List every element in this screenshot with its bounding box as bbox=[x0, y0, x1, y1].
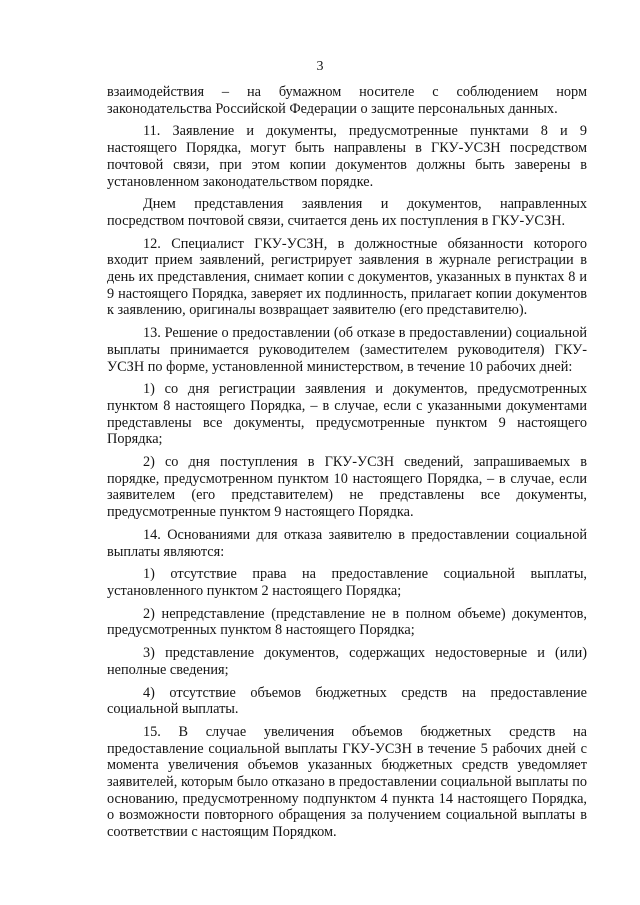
paragraph-14-item-2: 2) непредставление (представление не в полном объеме) документов, предусмотренных пунктом 8 настоящего Порядка; bbox=[107, 605, 587, 639]
paragraph-continuation: взаимодействия – на бумажном носителе с соблюдением норм законодательства Российской Федерации о защите персональных данных. bbox=[107, 84, 587, 117]
paragraph-14-item-3: 3) представление документов, содержащих недостоверные и (или) неполные сведения; bbox=[107, 645, 587, 678]
paragraph-14: 14. Основаниями для отказа заявителю в предоставлении социальной выплаты являются: bbox=[107, 526, 587, 560]
paragraph-13: 13. Решение о предоставлении (об отказе в предоставлении) социальной выплаты принимается руководителем (заместителем руководителя) ГКУ-УСЗН по форме, установленной министерством, в течение 10 рабочих дней: bbox=[107, 325, 587, 375]
document-body bbox=[107, 84, 587, 847]
paragraph-15: 15. В случае увеличения объемов бюджетных средств на предоставление социальной выплаты ГКУ-УСЗН в течение 5 рабочих дней с момента увеличения объемов указанных бюджетных средств уведомляет заявителей, которым было отказано в предоставлении социальной выплаты по основанию, предусмотренному подпунктом 4 пункта 14 настоящего Порядка, о возможности повторного обращения за получением социальной выплаты в соответствии с настоящим Порядком. bbox=[107, 723, 587, 841]
paragraph-11-note: Днем представления заявления и документов, направленных посредством почтовой связи, считается день их поступления в ГКУ-УСЗН. bbox=[107, 196, 587, 229]
paragraph-14-item-4: 4) отсутствие объемов бюджетных средств на предоставление социальной выплаты. bbox=[107, 684, 587, 718]
paragraph-14-item-1: 1) отсутствие права на предоставление социальной выплаты, установленного пунктом 2 настоящего Порядка; bbox=[107, 566, 587, 599]
paragraph-13-item-2: 2) со дня поступления в ГКУ-УСЗН сведений, запрашиваемых в порядке, предусмотренном пунктом 10 настоящего Порядка, – в случае, если заявителем (его представителем) не представлены все документы, предусмотренные пунктом 9 настоящего Порядка. bbox=[107, 454, 587, 521]
paragraph-13-item-1: 1) со дня регистрации заявления и документов, предусмотренных пунктом 8 настоящего Порядка, – в случае, если с указанными документами представлены все документы, предусмотренные пунктом 9 настоящего Порядка; bbox=[107, 381, 587, 448]
paragraph-11: 11. Заявление и документы, предусмотренные пунктами 8 и 9 настоящего Порядка, могут быть направлены в ГКУ-УСЗН посредством почтовой связи, при этом копии документов должны быть заверены в установленном законодательством порядке. bbox=[107, 123, 587, 190]
page-number: 3 bbox=[316, 59, 324, 74]
paragraph-12: 12. Специалист ГКУ-УСЗН, в должностные обязанности которого входит прием заявлений, регистрирует заявления в журнале регистрации в день их представления, снимает копии с документов, указанных в пунктах 8 и 9 настоящего Порядка, заверяет их подлинность, прилагает копии документов к заявлению, оригиналы возвращает заявителю (его представителю). bbox=[107, 235, 587, 319]
